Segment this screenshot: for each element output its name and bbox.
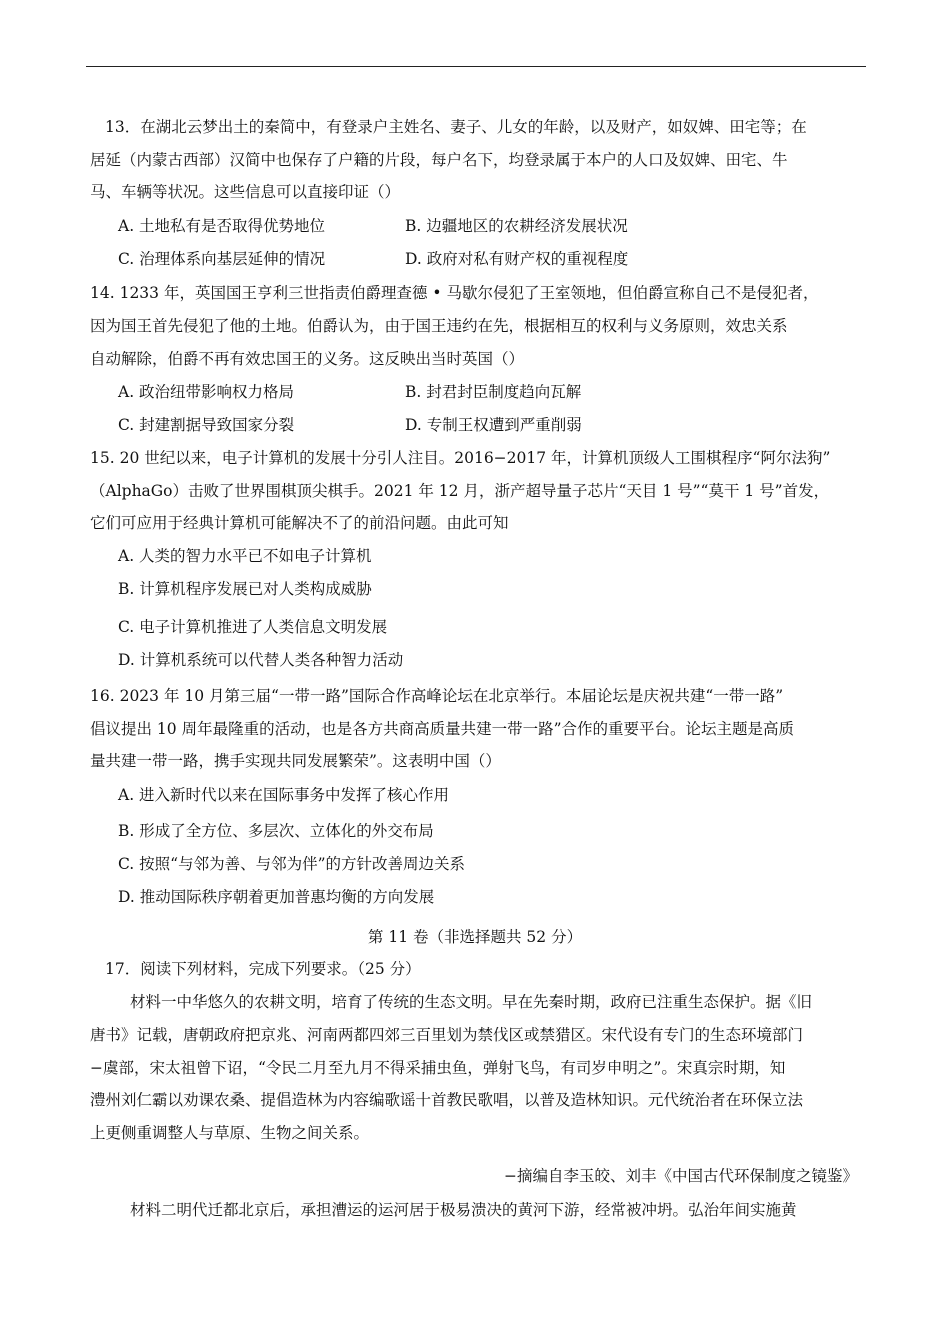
q14-stem-line1: 14. 1233 年，英国国王亨利三世指责伯爵理查德 • 马歇尔侵犯了王室领地，但伯爵宣称自己不是侵犯者， (90, 284, 819, 302)
q13-stem-line3: 马、车辆等状况。这些信息可以直接印证（） (90, 183, 401, 201)
q15-option-a: A. 人类的智力水平已不如电子计算机 (118, 547, 372, 565)
q16-option-a: A. 进入新时代以来在国际事务中发挥了核心作用 (118, 786, 450, 804)
q16-option-b: B. 形成了全方位、多层次、立体化的外交布局 (118, 822, 434, 840)
q14-option-d: D. 专制王权遭到严重削弱 (405, 416, 582, 434)
q17-material1-line4: 澧州刘仁霸以劝课农桑、提倡造林为内容编歌谣十首教民歌唱，以普及造林知识。元代统治者在环保立法 (90, 1091, 804, 1109)
q15-option-c: C. 电子计算机推进了人类信息文明发展 (118, 618, 388, 636)
q17-material1-line1: 材料一中华悠久的农耕文明，培育了传统的生态文明。早在先秦时期，政府已注重生态保护。据《旧 (130, 993, 813, 1011)
q17-source-citation: −摘编自李玉皎、刘丰《中国古代环保制度之镜鉴》 (504, 1167, 858, 1185)
q16-stem-line3: 量共建一带一路，携手实现共同发展繁荣”。这表明中国（） (90, 752, 501, 770)
q15-stem-line2: （AlphaGo）击败了世界围棋顶尖棋手。2021 年 12 月，浙产超导量子芯片“天目 1 号”“莫干 1 号”首发， (90, 482, 830, 500)
q17-prompt: 17．阅读下列材料，完成下列要求。（25 分） (105, 960, 421, 978)
q16-stem-line2: 倡议提出 10 周年最隆重的活动，也是各方共商高质量共建一带一路”合作的重要平台。论坛主题是高质 (90, 720, 795, 738)
q13-stem-line2: 居延（内蒙古西部）汉简中也保存了户籍的片段，每户名下，均登录属于本户的人口及奴婢、田宅、牛 (90, 151, 788, 169)
q13-option-b: B. 边疆地区的农耕经济发展状况 (405, 217, 628, 235)
q15-stem-line3: 它们可应用于经典计算机可能解决不了的前沿问题。由此可知 (90, 514, 509, 532)
q13-stem-line1: 13．在湖北云梦出土的秦简中，有登录户主姓名、妻子、儿女的年龄，以及财产，如奴婢、田宅等；在 (105, 118, 807, 136)
q17-material1-line2: 唐书》记载，唐朝政府把京兆、河南两都四郊三百里划为禁伐区或禁猎区。宋代设有专门的生态环境部门 (90, 1026, 804, 1044)
q13-option-c: C. 治理体系向基层延伸的情况 (118, 250, 326, 268)
q16-option-c: C. 按照“与邻为善、与邻为伴”的方针改善周边关系 (118, 855, 466, 873)
q14-stem-line3: 自动解除，伯爵不再有效忠国王的义务。这反映出当时英国（） (90, 350, 525, 368)
q14-option-c: C. 封建割据导致国家分裂 (118, 416, 295, 434)
q15-option-b: B. 计算机程序发展已对人类构成威胁 (118, 580, 372, 598)
q15-option-d: D. 计算机系统可以代替人类各种智力活动 (118, 651, 404, 669)
q13-option-d: D. 政府对私有财产权的重视程度 (405, 250, 629, 268)
section-title: 第 11 卷（非选择题共 52 分） (367, 928, 583, 946)
q16-stem-line1: 16. 2023 年 10 月第三届“一带一路”国际合作高峰论坛在北京举行。本届论坛是庆祝共建“一带一路” (90, 687, 784, 705)
q14-option-b: B. 封君封臣制度趋向瓦解 (405, 383, 582, 401)
q14-stem-line2: 因为国王首先侵犯了他的土地。伯爵认为，由于国王违约在先，根据相互的权利与义务原则，效忠关系 (90, 317, 788, 335)
q17-material1-line5: 上更侧重调整人与草原、生物之间关系。 (90, 1124, 370, 1142)
q14-option-a: A. 政治纽带影响权力格局 (118, 383, 295, 401)
header-rule (86, 66, 866, 67)
q15-stem-line1: 15. 20 世纪以来，电子计算机的发展十分引人注目。2016−2017 年，计算机顶级人工围棋程序“阿尔法狗” (90, 449, 831, 467)
q13-option-a: A. 土地私有是否取得优势地位 (118, 217, 326, 235)
q17-material1-line3: −虞部，宋太祖曾下诏，“令民二月至九月不得采捕虫鱼，弹射飞鸟，有司岁申明之”。宋真宗时期，知 (90, 1059, 786, 1077)
q17-material2-line1: 材料二明代迁都北京后，承担漕运的运河居于极易溃决的黄河下游，经常被冲坍。弘治年间实施黄 (130, 1201, 797, 1219)
q16-option-d: D. 推动国际秩序朝着更加普惠均衡的方向发展 (118, 888, 435, 906)
